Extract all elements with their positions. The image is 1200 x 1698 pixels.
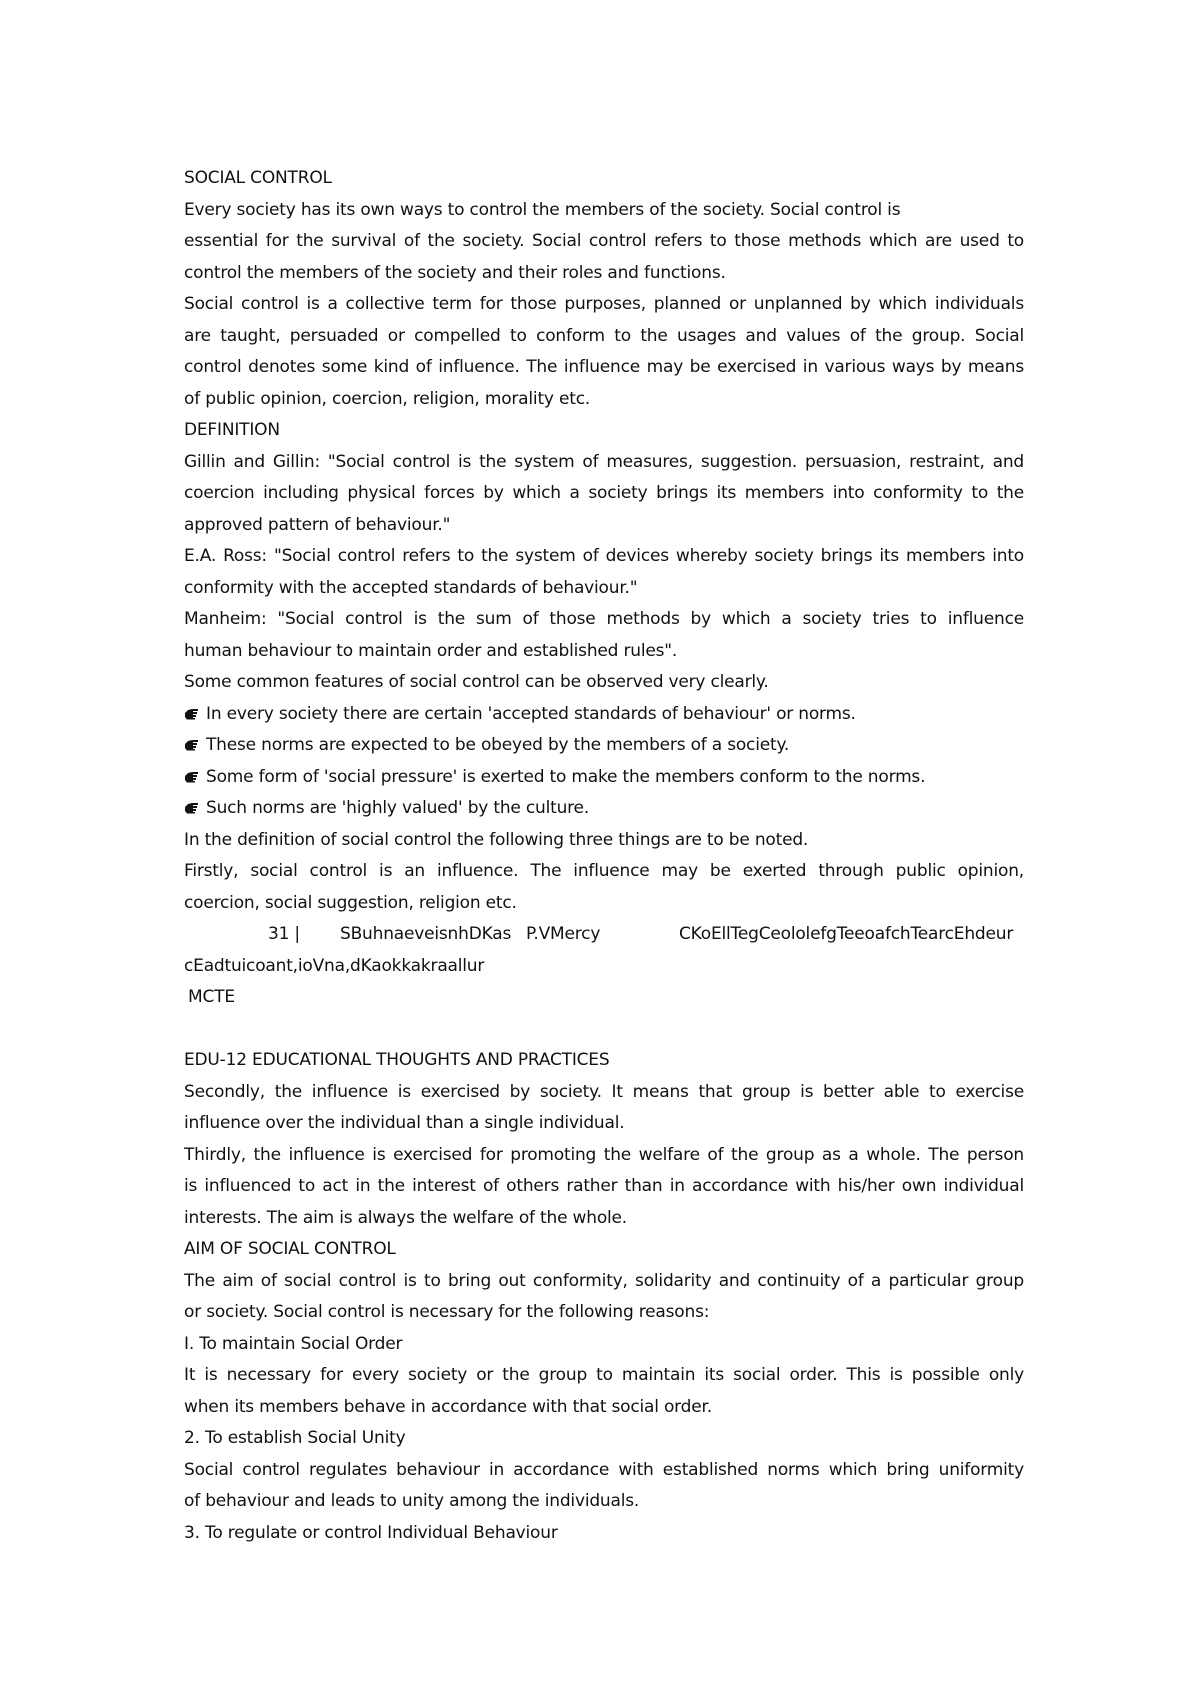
bullet-item xyxy=(184,730,1024,762)
footer-college-text: CKoEllTegCeololefgTeeoafchTearcEhdeur xyxy=(679,924,1014,944)
bullet-text: These norms are expected to be obeyed by the members of a society. xyxy=(206,735,790,755)
pointing-hand-icon xyxy=(184,738,200,751)
paragraph-line: Social control is a collective term for those purposes, planned or unplanned by which individuals xyxy=(184,294,1024,314)
section-heading: SOCIAL CONTROL xyxy=(184,168,332,188)
paragraph-line: is influenced to act in the interest of others rather than in accordance with his/her own individual xyxy=(184,1176,1024,1196)
paragraph-line: The aim of social control is to bring out conformity, solidarity and continuity of a particular group xyxy=(184,1270,1024,1291)
section-heading: DEFINITION xyxy=(184,420,280,440)
paragraph-line: Firstly, social control is an influence. The influence may be exerted through public opinion, xyxy=(184,861,1024,881)
document-body xyxy=(184,163,1024,1549)
bullet-item xyxy=(184,699,1024,731)
paragraph-line: Gillin and Gillin: "Social control is the system of measures, suggestion. persuasion, restraint, and xyxy=(184,451,1024,472)
bullet-item xyxy=(184,762,1024,794)
section-heading: AIM OF SOCIAL CONTROL xyxy=(184,1239,396,1259)
pointing-hand-icon xyxy=(184,770,200,783)
paragraph-line: of public opinion, coercion, religion, morality etc. xyxy=(184,388,591,409)
paragraph-line: interests. The aim is always the welfare of the whole. xyxy=(184,1207,628,1228)
paragraph-line: or society. Social control is necessary for the following reasons: xyxy=(184,1302,710,1322)
paragraph-line: essential for the survival of the society. Social control refers to those methods which are used to xyxy=(184,231,1024,251)
subheading: 2. To establish Social Unity xyxy=(184,1428,406,1448)
bullet-text: In every society there are certain 'accepted standards of behaviour' or norms. xyxy=(206,703,856,724)
footer-author-name: P.VMercy xyxy=(526,924,601,944)
paragraph-line: Secondly, the influence is exercised by society. It means that group is better able to exercise xyxy=(184,1081,1024,1102)
bullet-text: Some form of 'social pressure' is exerted to make the members conform to the norms. xyxy=(206,766,926,787)
paragraph-line: Thirdly, the influence is exercised for promoting the welfare of the group as a whole. The person xyxy=(184,1144,1024,1165)
page-break xyxy=(184,1014,1024,1046)
footer-line-2: cEadtuicoant,ioVna,dKaokkakraallur xyxy=(184,955,485,976)
pointing-hand-icon xyxy=(184,707,200,720)
paragraph-line: of behaviour and leads to unity among the individuals. xyxy=(184,1491,640,1511)
paragraph-line: conformity with the accepted standards of behaviour." xyxy=(184,577,638,598)
paragraph-line: approved pattern of behaviour." xyxy=(184,514,451,535)
paragraph-line: E.A. Ross: "Social control refers to the system of devices whereby society brings its members into xyxy=(184,546,1024,566)
paragraph-line: are taught, persuaded or compelled to conform to the usages and values of the group. Social xyxy=(184,325,1024,346)
paragraph-line: Some common features of social control can be observed very clearly. xyxy=(184,672,769,692)
bullet-item xyxy=(184,793,1024,825)
paragraph-line: Social control regulates behaviour in accordance with established norms which bring uniformity xyxy=(184,1459,1024,1480)
section-heading: EDU-12 EDUCATIONAL THOUGHTS AND PRACTICES xyxy=(184,1050,610,1070)
page-footer xyxy=(184,919,1024,951)
footer-line-3: MCTE xyxy=(188,987,235,1007)
paragraph-line: influence over the individual than a single individual. xyxy=(184,1113,625,1133)
paragraph-line: Every society has its own ways to control the members of the society. Social control is xyxy=(184,199,901,220)
paragraph-line: control denotes some kind of influence. The influence may be exercised in various ways by means xyxy=(184,357,1024,377)
paragraph-line: human behaviour to maintain order and established rules". xyxy=(184,640,678,661)
paragraph-line: coercion, social suggestion, religion etc. xyxy=(184,892,517,913)
paragraph-line: when its members behave in accordance with that social order. xyxy=(184,1396,712,1417)
footer-author-text: SBuhnaeveisnhDKas xyxy=(340,924,512,944)
paragraph-line: In the definition of social control the following three things are to be noted. xyxy=(184,829,809,850)
pointing-hand-icon xyxy=(184,801,200,814)
paragraph-line: It is necessary for every society or the group to maintain its social order. This is possible only xyxy=(184,1365,1024,1385)
footer-page-number: 31 | xyxy=(268,924,300,944)
subheading: I. To maintain Social Order xyxy=(184,1333,403,1354)
bullet-text: Such norms are 'highly valued' by the culture. xyxy=(206,798,590,818)
paragraph-line: Manheim: "Social control is the sum of those methods by which a society tries to influence xyxy=(184,609,1024,629)
paragraph-line: control the members of the society and their roles and functions. xyxy=(184,262,726,283)
paragraph-line: coercion including physical forces by which a society brings its members into conformity to the xyxy=(184,483,1024,503)
subheading: 3. To regulate or control Individual Behaviour xyxy=(184,1522,558,1543)
